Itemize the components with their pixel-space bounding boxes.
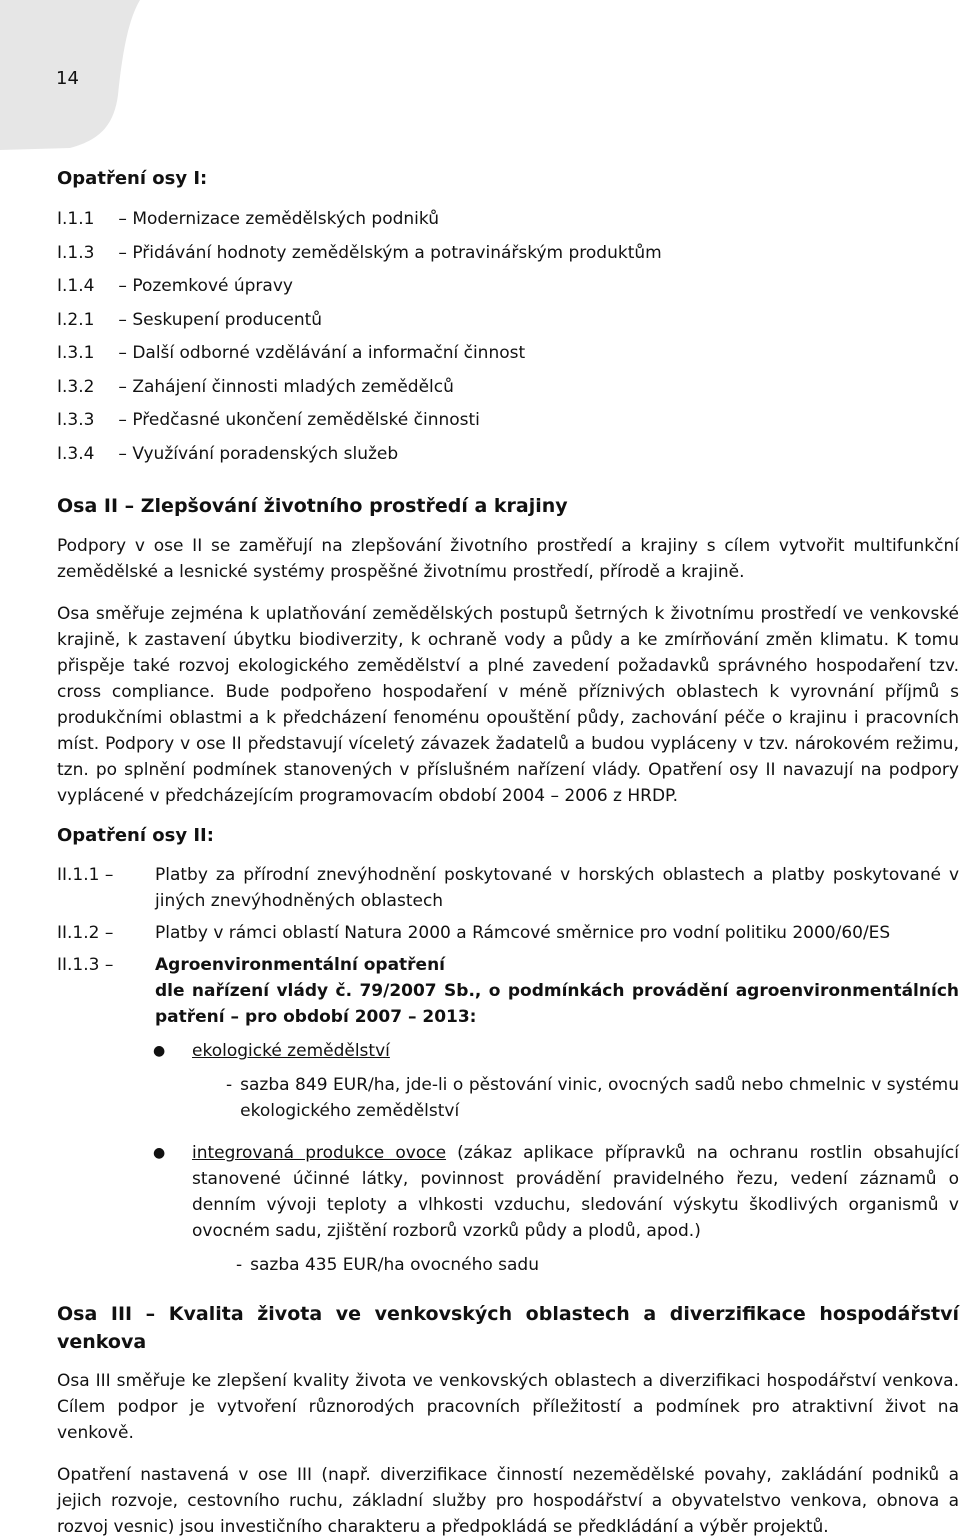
axis2-paragraph-1: Podpory v ose II se zaměřují na zlepšování životního prostředí a krajiny s cílem vytvořit multifunkční zemědělské a lesnické systémy prospěšné životnímu prostředí, přírodě a krajině. xyxy=(57,536,959,582)
measure-subtitle: dle nařízení vlády č. 79/2007 Sb., o podmínkách provádění agroenvironmentálních patření – pro období 2007 – 2013: xyxy=(155,981,959,1027)
axis2-measures-heading: Opatření osy II: xyxy=(57,825,214,846)
list-item: I.1.3 – Přidávání hodnoty zemědělským a potravinářským produktům xyxy=(57,242,662,263)
measure-code: II.1.2 – xyxy=(57,923,114,943)
measure-code: II.1.1 – xyxy=(57,865,114,885)
measure-text: Platby v rámci oblastí Natura 2000 a Rámcové směrnice pro vodní politiku 2000/60/ES xyxy=(155,923,891,943)
axis1-heading: Opatření osy I: xyxy=(57,168,208,189)
page-number: 14 xyxy=(56,68,79,89)
rate-line: - sazba 849 EUR/ha, jde-li o pěstování vinic, ovocných sadů nebo chmelnic v systému ekologického zemědělství xyxy=(226,1075,959,1121)
list-item: I.1.1 – Modernizace zemědělských podniků xyxy=(57,209,440,229)
measure-row xyxy=(57,952,959,1030)
list-item: I.3.2 – Zahájení činnosti mladých zemědělců xyxy=(57,376,454,397)
measure-code: II.1.3 – xyxy=(57,955,114,975)
list-item: I.2.1 – Seskupení producentů xyxy=(57,309,323,330)
axis3-heading: Osa III – Kvalita života ve venkovských oblastech a diverzifikace hospodářství venkova xyxy=(57,1303,959,1353)
measure-text: Platby za přírodní znevýhodnění poskytované v horských oblastech a platby poskytované v jiných znevýhodněných oblastech xyxy=(155,865,959,911)
bullet-item xyxy=(57,1140,959,1244)
rate-line: - sazba 435 EUR/ha ovocného sadu xyxy=(236,1255,539,1275)
measure-title: Agroenvironmentální opatření xyxy=(155,955,446,975)
bullet-icon: ● xyxy=(153,1145,166,1161)
measure-row xyxy=(57,920,959,946)
bullet-label: integrovaná produkce ovoce xyxy=(192,1143,447,1163)
bullet-item xyxy=(57,1038,959,1064)
list-item: I.3.4 – Využívání poradenských služeb xyxy=(57,443,399,464)
axis2-heading: Osa II – Zlepšování životního prostředí a krajiny xyxy=(57,495,568,517)
document-body xyxy=(57,168,959,1540)
axis2-paragraph-2: Osa směřuje zejména k uplatňování zemědělských postupů šetrných k životnímu prostředí ve venkovské krajině, k zastavení úbytku biodiverzity, k ochraně vody a půdy a ke zmírňování změn klimatu. K tomu přispěje také rozvoj ekologického zemědělství a plné zavedení požadavků správného hospodaření tzv. cross compliance. Bude podpořeno hospodaření v méně příznivých oblastech k vyrovnání příjmů s produkčními oblastmi a k předcházení fenoménu opouštění půdy, zachování péče o krajinu i pracovních míst. Podpory v ose II představují víceletý závazek žadatelů a budou vypláceny v tzv. nárokovém režimu, tzn. po splnění podmínek stanovených v příslušném nařízení vlády. Opatření osy II navazují na podpory vyplácené v předcházejícím programovacím období 2004 – 2006 z HRDP. xyxy=(57,604,959,806)
bullet-icon: ● xyxy=(153,1043,166,1059)
axis1-measure-list xyxy=(57,203,959,471)
bullet-label: ekologické zemědělství xyxy=(192,1041,390,1061)
axis3-paragraph-1: Osa III směřuje ke zlepšení kvality života ve venkovských oblastech a diverzifikaci hospodářství venkova. Cílem podpor je vytvoření různorodých pracovních příležitostí a podmínek pro atraktivní život na venkově. xyxy=(57,1371,959,1443)
axis3-paragraph-2: Opatření nastavená v ose III (např. diverzifikace činností nezemědělské povahy, zakládání podniků a jejich rozvoje, cestovního ruchu, základní služby pro hospodářství a obyvatelstvo venkova, obnova a rozvoj vesnic) jsou investičního charakteru a předpokládá se předkládání a výběr projektů. xyxy=(57,1465,959,1537)
list-item: I.3.1 – Další odborné vzdělávání a informační činnost xyxy=(57,343,526,363)
list-item: I.1.4 – Pozemkové úpravy xyxy=(57,276,293,296)
bullet-text: (zákaz aplikace přípravků na ochranu rostlin obsahující stanovené účinné látky, povinnost provádění pravidelného řezu, vedení záznamů o denním vývoji teploty a vlhkosti vzduchu, sledování výskytu škodlivých organismů v ovocném sadu, zjištění rozborů vzorků půdy a plodů, apod.) xyxy=(192,1143,959,1241)
measure-row xyxy=(57,862,959,914)
list-item: I.3.3 – Předčasné ukončení zemědělské činnosti xyxy=(57,410,480,430)
